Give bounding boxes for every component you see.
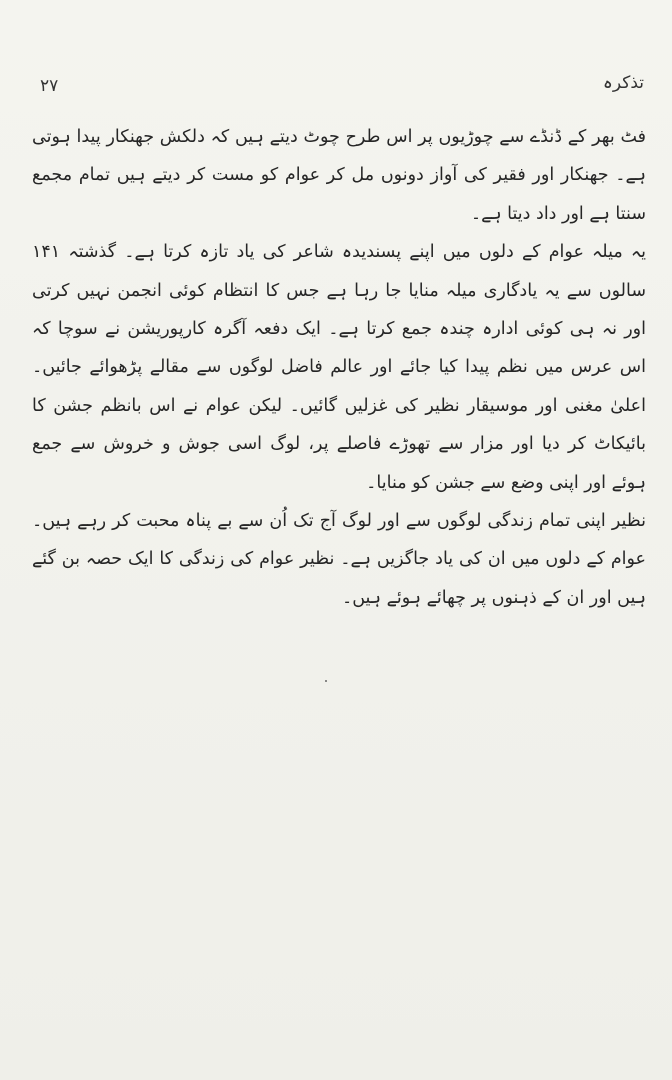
- running-header-title: تذکرہ: [602, 73, 644, 93]
- paragraph-3: نظیر اپنی تمام زندگی لوگوں سے اور لوگ آج تک اُن سے بے پناہ محبت کر رہے ہیں۔ عوام کے دلوں میں ان کی یاد جاگزیں ہے۔ نظیر عوام کی زندگی کا ایک حصہ بن گئے ہیں اور ان کے ذہنوں پر چھائے ہوئے ہیں۔: [32, 511, 646, 608]
- page-number: ۲۷: [40, 76, 59, 96]
- paragraph-2: یہ میلہ عوام کے دلوں میں اپنے پسندیدہ شاعر کی یاد تازہ کرتا ہے۔ گذشتہ ۱۴۱ سالوں سے یہ یادگاری میلہ منایا جا رہا ہے جس کا انتظام کوئی انجمن نہیں کرتی اور نہ ہی کوئی ادارہ چندہ جمع کرتا ہے۔ ایک دفعہ آگرہ کارپوریشن نے سوچا کہ اس عرس میں نظم پیدا کیا جائے اور عالم فاضل لوگوں سے مقالے پڑھوائے جائیں۔ اعلیٰ مغنی اور موسیقار نظیر کی غزلیں گائیں۔ لیکن عوام نے اس بانظم جشن کا بائیکاٹ کر دیا اور مزار سے تھوڑے فاصلے پر، لوگ اسی جوش و خروش سے جمع ہوئے اور اپنی وضع سے جشن کو منایا۔: [32, 242, 646, 493]
- paragraph-1: فٹ بھر کے ڈنڈے سے چوڑیوں پر اس طرح چوٹ دیتے ہیں کہ دلکش جھنکار پیدا ہوتی ہے۔ جھنکار اور فقیر کی آواز دونوں مل کر عوام کو مست کر دیتے ہیں تمام مجمع سنتا ہے اور داد دیتا ہے۔: [32, 127, 646, 224]
- page-body: [32, 118, 646, 617]
- paper-speck: [325, 680, 327, 682]
